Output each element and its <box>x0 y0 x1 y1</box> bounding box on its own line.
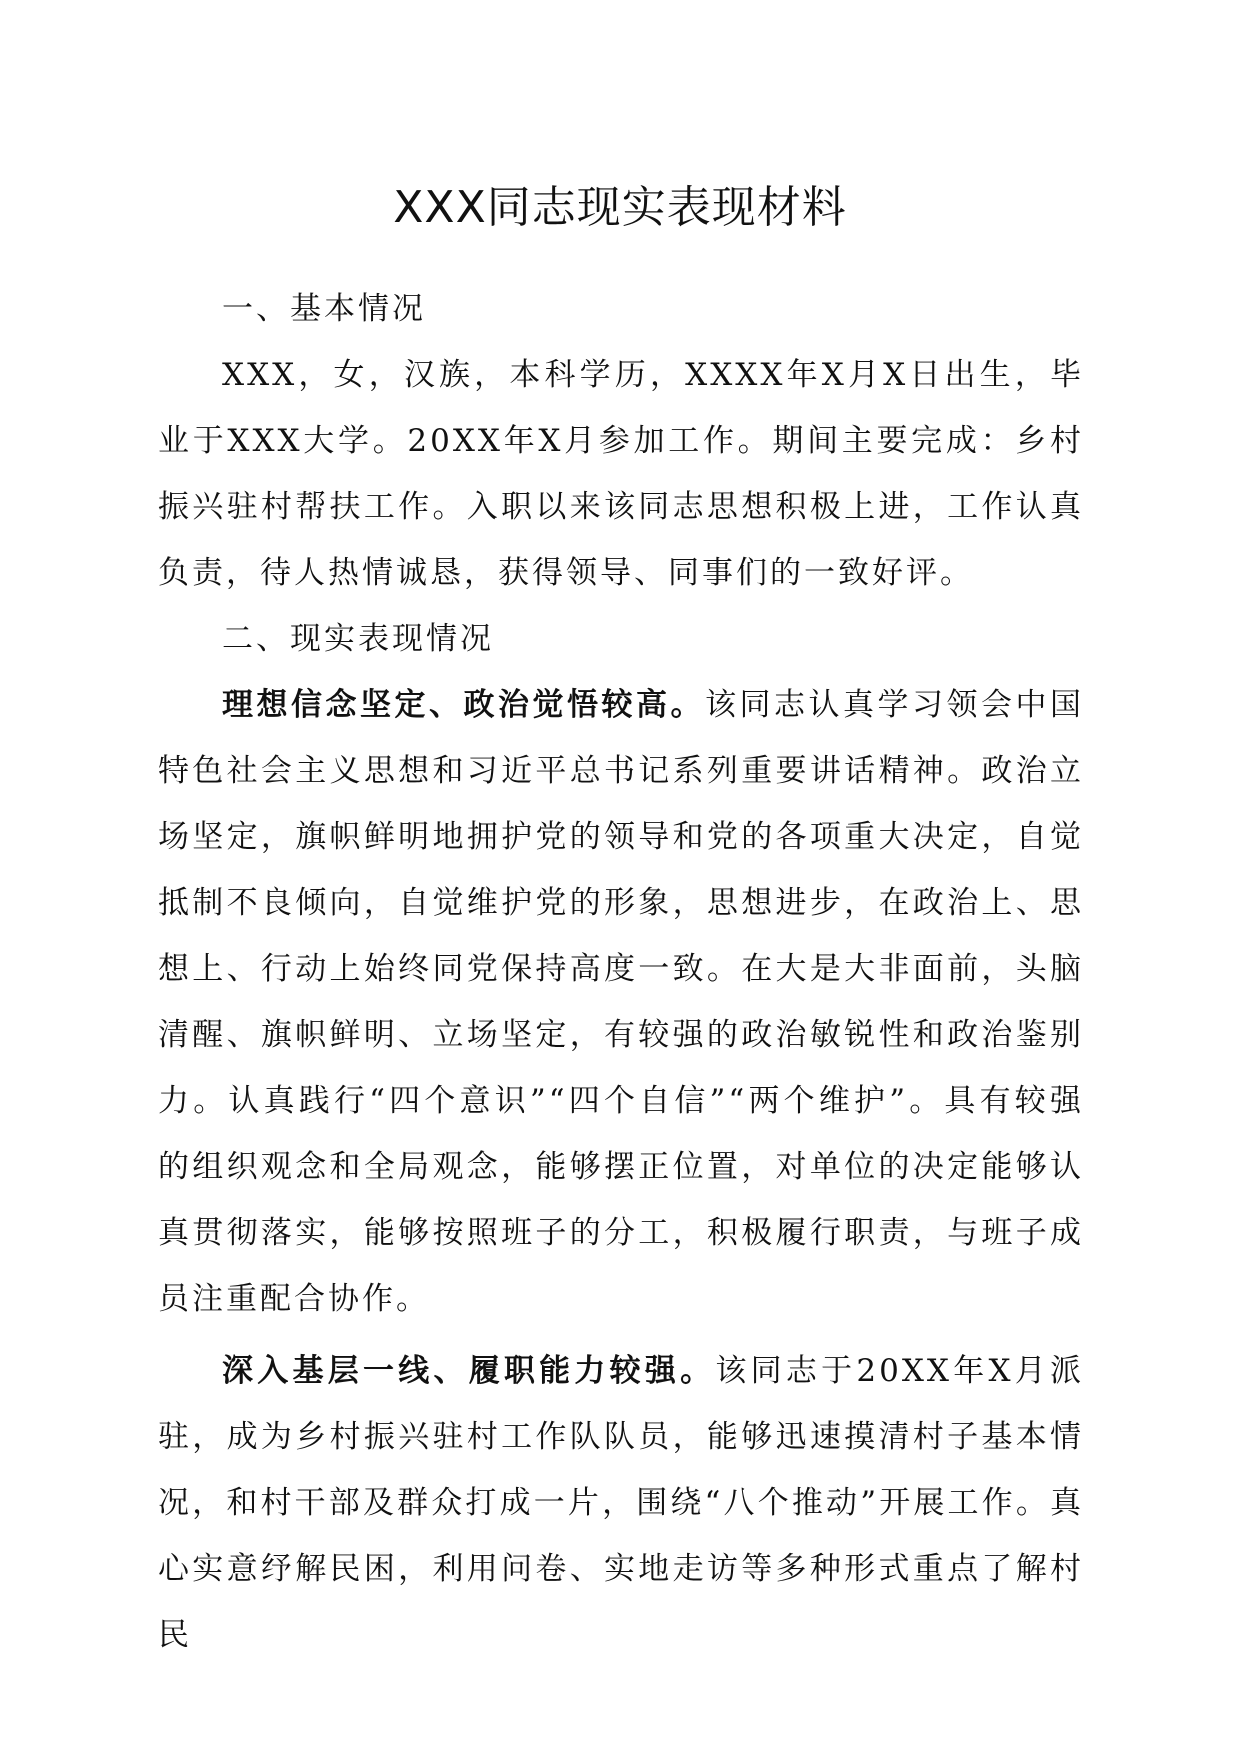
paragraph-lead-grassroots: 深入基层一线、履职能力较强。 <box>222 1353 716 1389</box>
paragraph-lead-political: 理想信念坚定、政治觉悟较高。 <box>222 687 705 723</box>
section-heading-performance: 二、现实表现情况 <box>222 621 494 657</box>
paragraph-text-political: 该同志认真学习领会中国特色社会主义思想和习近平总书记系列重要讲话精神。政治立场坚定，旗帜鲜明地拥护党的领导和党的各项重大决定，自觉抵制不良倾向，自觉维护党的形象，思想进步，在政治上、思想上、行动上始终同党保持高度一致。在大是大非面前，头脑清醒、旗帜鲜明、立场坚定，有较强的政治敏锐性和政治鉴别力。认真践行“四个意识”“四个自信”“两个维护”。具有较强的组织观念和全局观念，能够摆正位置，对单位的决定能够认真贯彻落实，能够按照班子的分工，积极履行职责，与班子成员注重配合协作。 <box>158 687 1084 1317</box>
document-title: XXX同志现实表现材料 <box>393 182 847 233</box>
performance-paragraph-grassroots <box>158 1338 1084 1668</box>
performance-paragraph-political <box>158 672 1084 1332</box>
section-heading-basic-info: 一、基本情况 <box>222 291 426 327</box>
paragraph-text-grassroots: 该同志于20XX年X月派驻，成为乡村振兴驻村工作队队员，能够迅速摸清村子基本情况，和村干部及群众打成一片，围绕“八个推动”开展工作。真心实意纾解民困，利用问卷、实地走访等多种形式重点了解村民 <box>158 1353 1085 1653</box>
document-body <box>158 276 1084 1668</box>
basic-info-paragraph: XXX，女，汉族，本科学历，XXXX年X月X日出生，毕业于XXX大学。20XX年X月参加工作。期间主要完成：乡村振兴驻村帮扶工作。入职以来该同志思想积极上进，工作认真负责，待人热情诚恳，获得领导、同事们的一致好评。 <box>158 357 1084 591</box>
